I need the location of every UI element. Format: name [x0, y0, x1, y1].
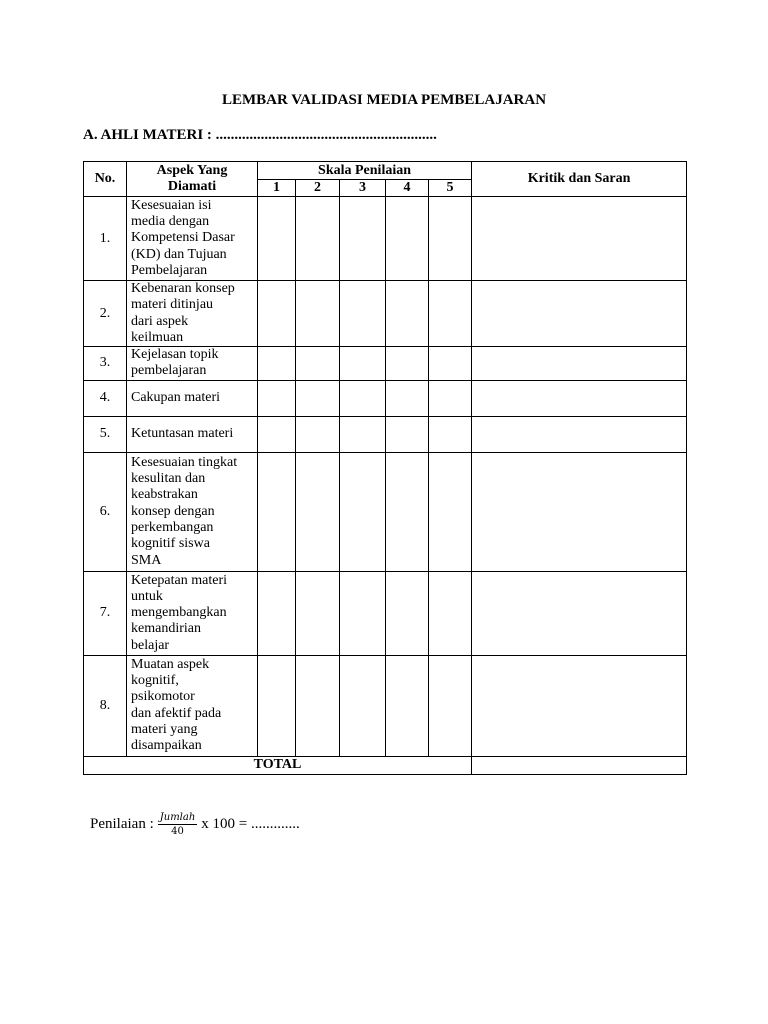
aspect-text-line: Pembelajaran: [131, 262, 208, 278]
comment-cell[interactable]: [472, 281, 687, 347]
aspect-text-line: Kesesuaian tingkat: [131, 454, 238, 470]
score-cell-1[interactable]: [258, 281, 296, 347]
aspect-text: [127, 655, 258, 756]
row-number: 5.: [84, 416, 127, 452]
row-number: 3.: [84, 347, 127, 381]
aspect-text-line: Ketuntasan materi: [131, 426, 234, 442]
aspect-text-line: kognitif siswa: [131, 536, 210, 552]
score-cell-2[interactable]: [296, 452, 340, 571]
aspect-text-line: Muatan aspek: [131, 656, 210, 672]
header-scale-1: 1: [258, 180, 296, 197]
table-row: [84, 281, 687, 347]
score-cell-1[interactable]: [258, 380, 296, 416]
score-cell-1[interactable]: [258, 347, 296, 381]
total-label: TOTAL: [84, 756, 472, 774]
aspect-text-line: belajar: [131, 637, 170, 653]
total-row: [84, 756, 687, 774]
score-cell-4[interactable]: [386, 571, 429, 655]
score-cell-3[interactable]: [340, 380, 386, 416]
header-kritik: Kritik dan Saran: [472, 162, 687, 197]
header-scale-3: 3: [340, 180, 386, 197]
table-row: [84, 347, 687, 381]
score-cell-2[interactable]: [296, 347, 340, 381]
aspect-text-line: kemandirian: [131, 621, 201, 637]
aspect-text-line: SMA: [131, 552, 162, 568]
row-number: 6.: [84, 452, 127, 571]
aspect-text: [127, 347, 258, 381]
score-cell-2[interactable]: [296, 571, 340, 655]
comment-cell[interactable]: [472, 416, 687, 452]
aspect-text-line: Kesesuaian isi: [131, 197, 212, 213]
score-cell-4[interactable]: [386, 452, 429, 571]
score-cell-4[interactable]: [386, 655, 429, 756]
aspect-text-line: Ketepatan materi: [131, 572, 228, 588]
score-cell-4[interactable]: [386, 347, 429, 381]
formula-denominator: 40: [171, 826, 184, 837]
score-cell-3[interactable]: [340, 452, 386, 571]
section-label: A. AHLI MATERI : ...........................................................: [83, 127, 437, 143]
score-cell-2[interactable]: [296, 197, 340, 281]
score-cell-3[interactable]: [340, 347, 386, 381]
formula-fraction: [158, 812, 198, 837]
aspect-text-line: (KD) dan Tujuan: [131, 246, 227, 262]
table-row: [84, 452, 687, 571]
formula-numerator: Jumlah: [159, 812, 196, 823]
table-row: [84, 655, 687, 756]
aspect-text-line: dan afektif pada: [131, 705, 222, 721]
aspect-text: [127, 416, 258, 452]
aspect-text-line: disampaikan: [131, 738, 202, 754]
formula-prefix: Penilaian :: [90, 816, 154, 832]
row-number: 8.: [84, 655, 127, 756]
score-cell-1[interactable]: [258, 197, 296, 281]
header-no: No.: [84, 162, 127, 197]
score-cell-1[interactable]: [258, 655, 296, 756]
aspect-text-line: pembelajaran: [131, 363, 207, 379]
table-row: [84, 197, 687, 281]
score-cell-5[interactable]: [429, 416, 472, 452]
aspect-text-line: Kejelasan topik: [131, 347, 219, 363]
aspect-text: [127, 197, 258, 281]
header-aspek: Aspek Yang Diamati: [127, 162, 258, 197]
validation-table: [83, 161, 687, 775]
aspect-text-line: dari aspek: [131, 313, 189, 329]
aspect-text-line: psikomotor: [131, 689, 195, 705]
aspect-text: [127, 380, 258, 416]
header-scale-5: 5: [429, 180, 472, 197]
total-value-cell[interactable]: [472, 756, 687, 774]
score-cell-2[interactable]: [296, 281, 340, 347]
row-number: 1.: [84, 197, 127, 281]
comment-cell[interactable]: [472, 197, 687, 281]
aspect-text: [127, 571, 258, 655]
aspect-text-line: keilmuan: [131, 329, 184, 345]
assessment-formula: [90, 812, 300, 837]
aspect-text-line: kesulitan dan: [131, 471, 206, 487]
score-cell-1[interactable]: [258, 452, 296, 571]
aspect-text-line: materi ditinjau: [131, 297, 214, 313]
comment-cell[interactable]: [472, 380, 687, 416]
score-cell-1[interactable]: [258, 416, 296, 452]
score-cell-3[interactable]: [340, 281, 386, 347]
table-row: [84, 416, 687, 452]
score-cell-3[interactable]: [340, 655, 386, 756]
score-cell-5[interactable]: [429, 571, 472, 655]
score-cell-5[interactable]: [429, 281, 472, 347]
score-cell-3[interactable]: [340, 416, 386, 452]
comment-cell[interactable]: [472, 452, 687, 571]
aspect-text: [127, 281, 258, 347]
comment-cell[interactable]: [472, 655, 687, 756]
score-cell-5[interactable]: [429, 452, 472, 571]
score-cell-1[interactable]: [258, 571, 296, 655]
score-cell-4[interactable]: [386, 197, 429, 281]
score-cell-4[interactable]: [386, 380, 429, 416]
page-title: LEMBAR VALIDASI MEDIA PEMBELAJARAN: [221, 92, 547, 108]
aspect-text-line: Kompetensi Dasar: [131, 230, 235, 246]
score-cell-3[interactable]: [340, 571, 386, 655]
comment-cell[interactable]: [472, 347, 687, 381]
aspect-text-line: keabstrakan: [131, 487, 198, 503]
comment-cell[interactable]: [472, 571, 687, 655]
row-number: 2.: [84, 281, 127, 347]
header-skala: Skala Penilaian: [258, 162, 472, 180]
aspect-text-line: Kebenaran konsep: [131, 281, 235, 296]
score-cell-4[interactable]: [386, 416, 429, 452]
score-cell-2[interactable]: [296, 655, 340, 756]
score-cell-5[interactable]: [429, 347, 472, 381]
aspect-text-line: kognitif,: [131, 673, 179, 689]
aspect-text-line: media dengan: [131, 214, 210, 230]
aspect-text-line: perkembangan: [131, 519, 214, 535]
score-cell-2[interactable]: [296, 380, 340, 416]
score-cell-5[interactable]: [429, 197, 472, 281]
score-cell-5[interactable]: [429, 380, 472, 416]
table-row: [84, 380, 687, 416]
score-cell-4[interactable]: [386, 281, 429, 347]
aspect-text-line: mengembangkan: [131, 605, 227, 621]
table-row: [84, 571, 687, 655]
row-number: 4.: [84, 380, 127, 416]
aspect-text-line: materi yang: [131, 722, 198, 738]
formula-suffix: x 100 = .............: [201, 816, 300, 832]
aspect-text: [127, 452, 258, 571]
score-cell-5[interactable]: [429, 655, 472, 756]
row-number: 7.: [84, 571, 127, 655]
score-cell-2[interactable]: [296, 416, 340, 452]
header-scale-4: 4: [386, 180, 429, 197]
aspect-text-line: konsep dengan: [131, 503, 215, 519]
aspect-text-line: Cakupan materi: [131, 390, 221, 406]
score-cell-3[interactable]: [340, 197, 386, 281]
aspect-text-line: untuk: [131, 588, 163, 604]
header-scale-2: 2: [296, 180, 340, 197]
